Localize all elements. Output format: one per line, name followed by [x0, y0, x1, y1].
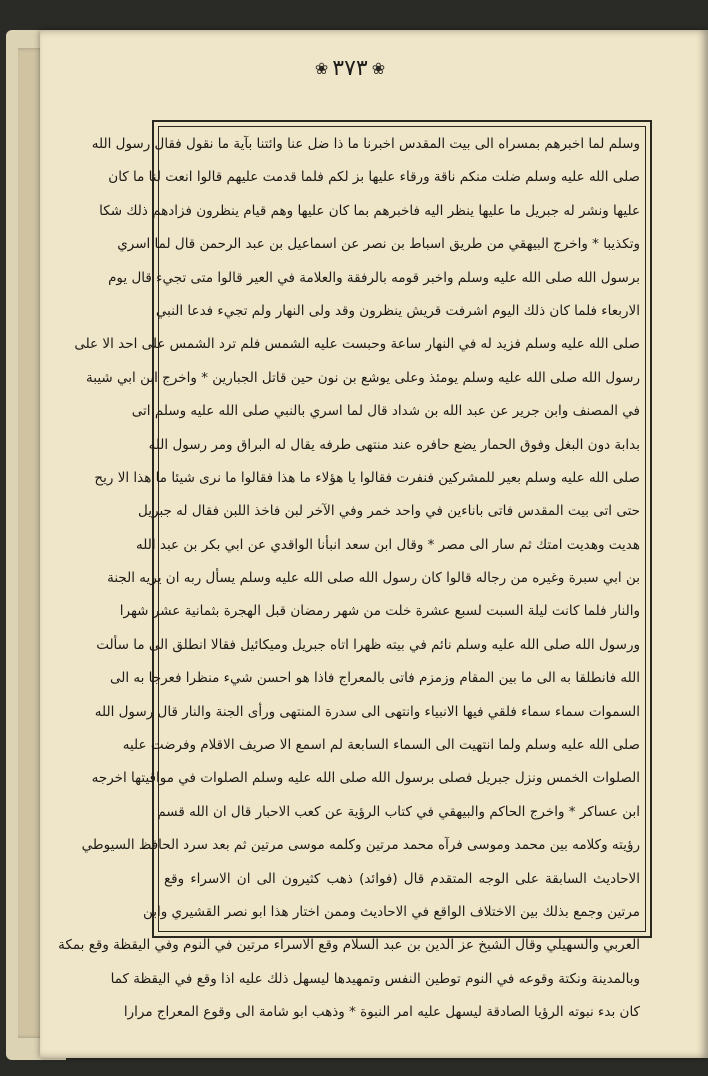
- text-line: صلى الله عليه وسلم ولما انتهيت الى السماء السابعة لم اسمع الا صريف الاقلام وفرضت عليه: [122, 737, 640, 754]
- page-header: [0, 56, 700, 81]
- text-line: السموات سماء سماء فلقي فيها الانبياء وانتهى الى سدرة المنتهى ورأى الجنة والنار قال رسول الله: [94, 703, 640, 720]
- page-number: ٣٧٣: [332, 56, 368, 81]
- text-line: العربي والسهيلي وقال الشيخ عز الدين بن عبد السلام وقع الاسراء مرتين في النوم وفي اليقظة وقع بمكة: [58, 937, 640, 954]
- text-line: وتكذيبا * واخرج البيهقي من طريق اسباط بن نصر عن اسماعيل بن عبد الرحمن قال لما اسري: [117, 236, 640, 253]
- text-line: كان بدء نبوته الرؤيا الصادقة ليسهل عليه امر النبوة * وذهب ابو شامة الى وقوع المعراج مرارا: [123, 1004, 640, 1021]
- text-line: والنار فلما كانت ليلة السبت لسبع عشرة خلت من شهر رمضان قبل الهجرة بثمانية عشر شهرا: [119, 603, 640, 620]
- text-line: بدابة دون البغل وفوق الحمار يضع حافره عند منتهى طرفه يقال له البراق ومر رسول الله: [148, 436, 640, 453]
- ornament-left-icon: ❀: [371, 59, 386, 78]
- text-line: صلى الله عليه وسلم بعير للمشركين فنفرت فقالوا يا هؤلاء ما هذا فقالوا ما نرى شيئا ما هذا الا ريح: [94, 469, 640, 486]
- text-line: الاربعاء فلما كان ذلك اليوم اشرفت قريش ينظرون وقد ولى النهار ولم تجيء فدعا النبي: [155, 302, 640, 319]
- ornament-right-icon: ❀: [314, 59, 329, 78]
- text-line: رؤيته وكلامه بين محمد وموسى فرآه محمد مرتين وكلمه موسى مرتين ثم بعد سرد الحافظ السيوطي: [81, 837, 640, 854]
- text-block: [58, 128, 644, 1021]
- text-line: صلى الله عليه وسلم فزيد له في النهار ساعة وحبست عليه الشمس فلم ترد الشمس على احد الا على: [74, 336, 640, 353]
- text-line: عليها ونشر له جبريل ما عليها ينظر اليه فاخبرهم بما كان عليها وهم قيام ينظرون فزادهم ذلك شكا: [99, 202, 640, 219]
- text-line: ورسول الله صلى الله عليه وسلم نائم في بيته ظهرا اتاه جبريل وميكائيل فقالا انطلق الى ما سألت: [96, 636, 640, 653]
- text-line: بن ابي سبرة وغيره من رجاله قالوا كان رسول الله صلى الله عليه وسلم يسأل ربه ان يريه الجنة: [107, 570, 640, 587]
- text-line: الاحاديث السابقة على الوجه المتقدم قال (فوائد) ذهب كثيرون الى ان الاسراء وقع: [164, 870, 640, 887]
- text-line: رسول الله صلى الله عليه وسلم يومئذ وعلى يوشع بن نون حين قاتل الجبارين * واخرج ابن ابي شيبة: [86, 369, 640, 386]
- text-line: ابن عساكر * واخرج الحاكم والبيهقي في كتاب الرؤية عن كعب الاحبار قال ان الله قسم: [157, 803, 640, 820]
- text-line: الصلوات الخمس ونزل جبريل فصلى برسول الله صلى الله عليه وسلم الصلوات في مواقيتها اخرجه: [91, 770, 640, 787]
- text-line: الله فانطلقا به الى ما بين المقام وزمزم فاتى بالمعراج فاذا هو احسن شيء منظرا فعرجا به الى: [109, 670, 640, 687]
- text-line: وبالمدينة ونكتة وقوعه في النوم توطين النفس وتمهيدها ليسهل ذلك عليه اذا وقع في اليقظة كما: [110, 970, 640, 987]
- text-line: في المصنف وابن جرير عن عبد الله بن شداد قال لما اسري بالنبي صلى الله عليه وسلم اتى: [131, 403, 640, 420]
- text-line: صلى الله عليه وسلم ضلت منكم ناقة ورقاء عليها بز لكم فلما قدمت عليهم قالوا انعت لنا ما كان: [108, 169, 640, 186]
- text-line: مرتين وجمع بذلك بين الاختلاف الواقع في الاحاديث وممن اختار هذا ابو نصر القشيري وابن: [142, 903, 640, 920]
- text-line: هديت وهديت امتك ثم سار الى مصر * وقال ابن سعد انبأنا الواقدي عن ابي بكر بن عبد الله: [136, 536, 640, 553]
- text-line: برسول الله صلى الله عليه وسلم واخبر قومه بالرفقة والعلامة في العير قالوا متى تجيء قال يوم: [108, 269, 640, 286]
- page-number-group: [315, 56, 385, 81]
- text-line: حتى اتى بيت المقدس فاتى باناءين في واحد خمر وفي الآخر لبن فاخذ اللبن فقال له جبريل: [138, 503, 640, 520]
- text-line: وسلم لما اخبرهم بمسراه الى بيت المقدس اخبرنا ما ذا ضل عنا وائتنا بآية ما نقول فقال رسول الله: [91, 136, 640, 152]
